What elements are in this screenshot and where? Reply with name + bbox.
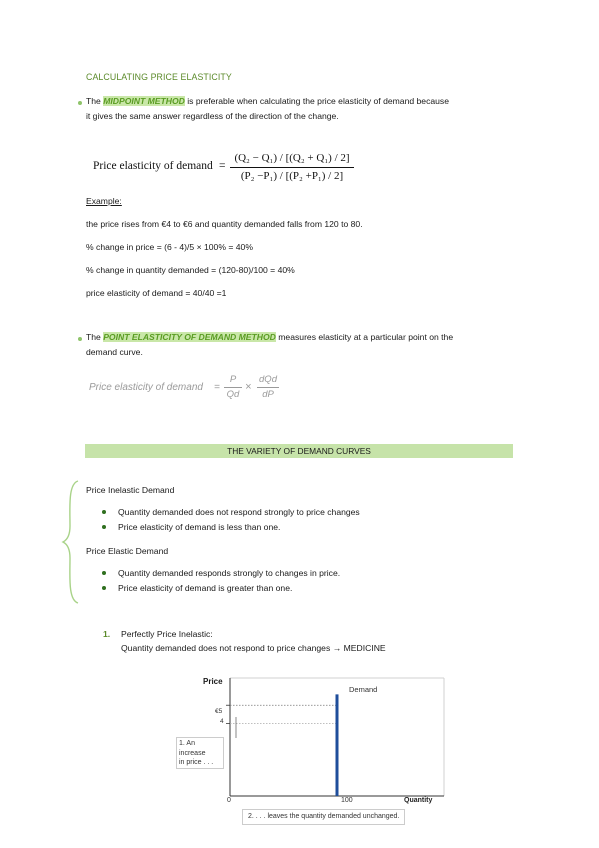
text-fragment: The: [86, 332, 104, 342]
inelastic-heading: Price Inelastic Demand: [86, 485, 175, 495]
annotation-line: 1. An: [179, 740, 195, 747]
section-band-variety-of-demand-curves: THE VARIETY OF DEMAND CURVES: [85, 444, 513, 458]
midpoint-paragraph-line1: [86, 96, 449, 106]
example-line-1: the price rises from €4 to €6 and quantity demanded falls from 120 to 80.: [86, 219, 363, 229]
annotation-line: increase: [179, 749, 206, 757]
elastic-heading: Price Elastic Demand: [86, 546, 169, 556]
formula2-equals: =: [214, 382, 220, 393]
formula2-times: ×: [245, 381, 252, 393]
bullet-dot: [78, 101, 82, 105]
text-fragment: The: [86, 96, 104, 106]
formula1-equals: =: [219, 160, 226, 172]
x-tick-label-0: 0: [227, 797, 231, 804]
formula1-label: Price elasticity of demand: [93, 160, 213, 172]
inelastic-bullet-2: Price elasticity of demand is less than one.: [118, 522, 281, 532]
inelastic-bullet-1: Quantity demanded does not respond strongly to price changes: [118, 507, 360, 517]
formula1-denominator: (P₂ −P₁) / [(P₂ +P₁) / 2]: [240, 170, 344, 182]
formula2-num1: P: [229, 374, 237, 385]
formula1-fraction-bar: [230, 167, 354, 168]
example-line-4: price elasticity of demand = 40/40 =1: [86, 288, 227, 298]
example-line-2: % change in price = (6 - 4)/5 × 100% = 40%: [86, 242, 253, 252]
elastic-bullet-1: Quantity demanded responds strongly to changes in price.: [118, 568, 341, 578]
section-title-price-elasticity: CALCULATING PRICE ELASTICITY: [86, 72, 232, 82]
text-fragment: is preferable when calculating the price elasticity of demand because: [184, 96, 450, 106]
midpoint-paragraph-line2: it gives the same answer regardless of the direction of the change.: [86, 111, 339, 121]
bullet-dot: [102, 510, 106, 514]
y-tick-label-low: 4: [220, 718, 224, 725]
numbered-item-number: 1.: [103, 629, 111, 639]
text-fragment: measures elasticity at a particular point on the: [275, 332, 454, 342]
formula2-den2: dP: [262, 389, 274, 400]
numbered-item-description: Quantity demanded does not respond to price changes → MEDICINE: [121, 643, 386, 653]
x-tick-label-100: 100: [341, 797, 353, 804]
demand-chart: [200, 672, 450, 832]
bullet-dot: [102, 525, 106, 529]
formula2-bar1: [224, 387, 242, 388]
point-elasticity-paragraph-line2: demand curve.: [86, 347, 143, 357]
formula2-den1: Qd: [226, 389, 240, 400]
annotation-price-increase: [176, 737, 224, 769]
example-label: Example:: [86, 196, 122, 206]
point-elasticity-highlight: POINT ELASTICITY OF DEMAND METHOD: [103, 332, 276, 342]
annotation-quantity-unchanged: 2. . . . leaves the quantity demanded unchanged.: [242, 809, 405, 825]
example-line-3: % change in quantity demanded = (120-80)/100 = 40%: [86, 265, 295, 275]
formula1-numerator: (Q₂ − Q₁) / [(Q₂ + Q₁) / 2]: [234, 152, 350, 164]
numbered-item-title: Perfectly Price Inelastic:: [121, 629, 213, 639]
bullet-dot: [102, 571, 106, 575]
formula2-label: Price elasticity of demand: [89, 382, 203, 393]
chart-x-axis-label: Quantity: [404, 797, 433, 804]
chart-y-axis-label: Price: [203, 677, 223, 686]
bullet-dot: [102, 586, 106, 590]
curly-brace-icon: [60, 478, 82, 606]
midpoint-method-highlight: MIDPOINT METHOD: [103, 96, 185, 106]
point-elasticity-paragraph-line1: [86, 332, 453, 342]
formula2-num2: dQd: [259, 374, 277, 385]
y-tick-label-high: €5: [215, 708, 223, 715]
annotation-line: in price . . .: [179, 759, 214, 766]
formula2-bar2: [257, 387, 279, 388]
bullet-dot: [78, 337, 82, 341]
demand-series-label: Demand: [349, 685, 378, 694]
elastic-bullet-2: Price elasticity of demand is greater than one.: [118, 583, 293, 593]
